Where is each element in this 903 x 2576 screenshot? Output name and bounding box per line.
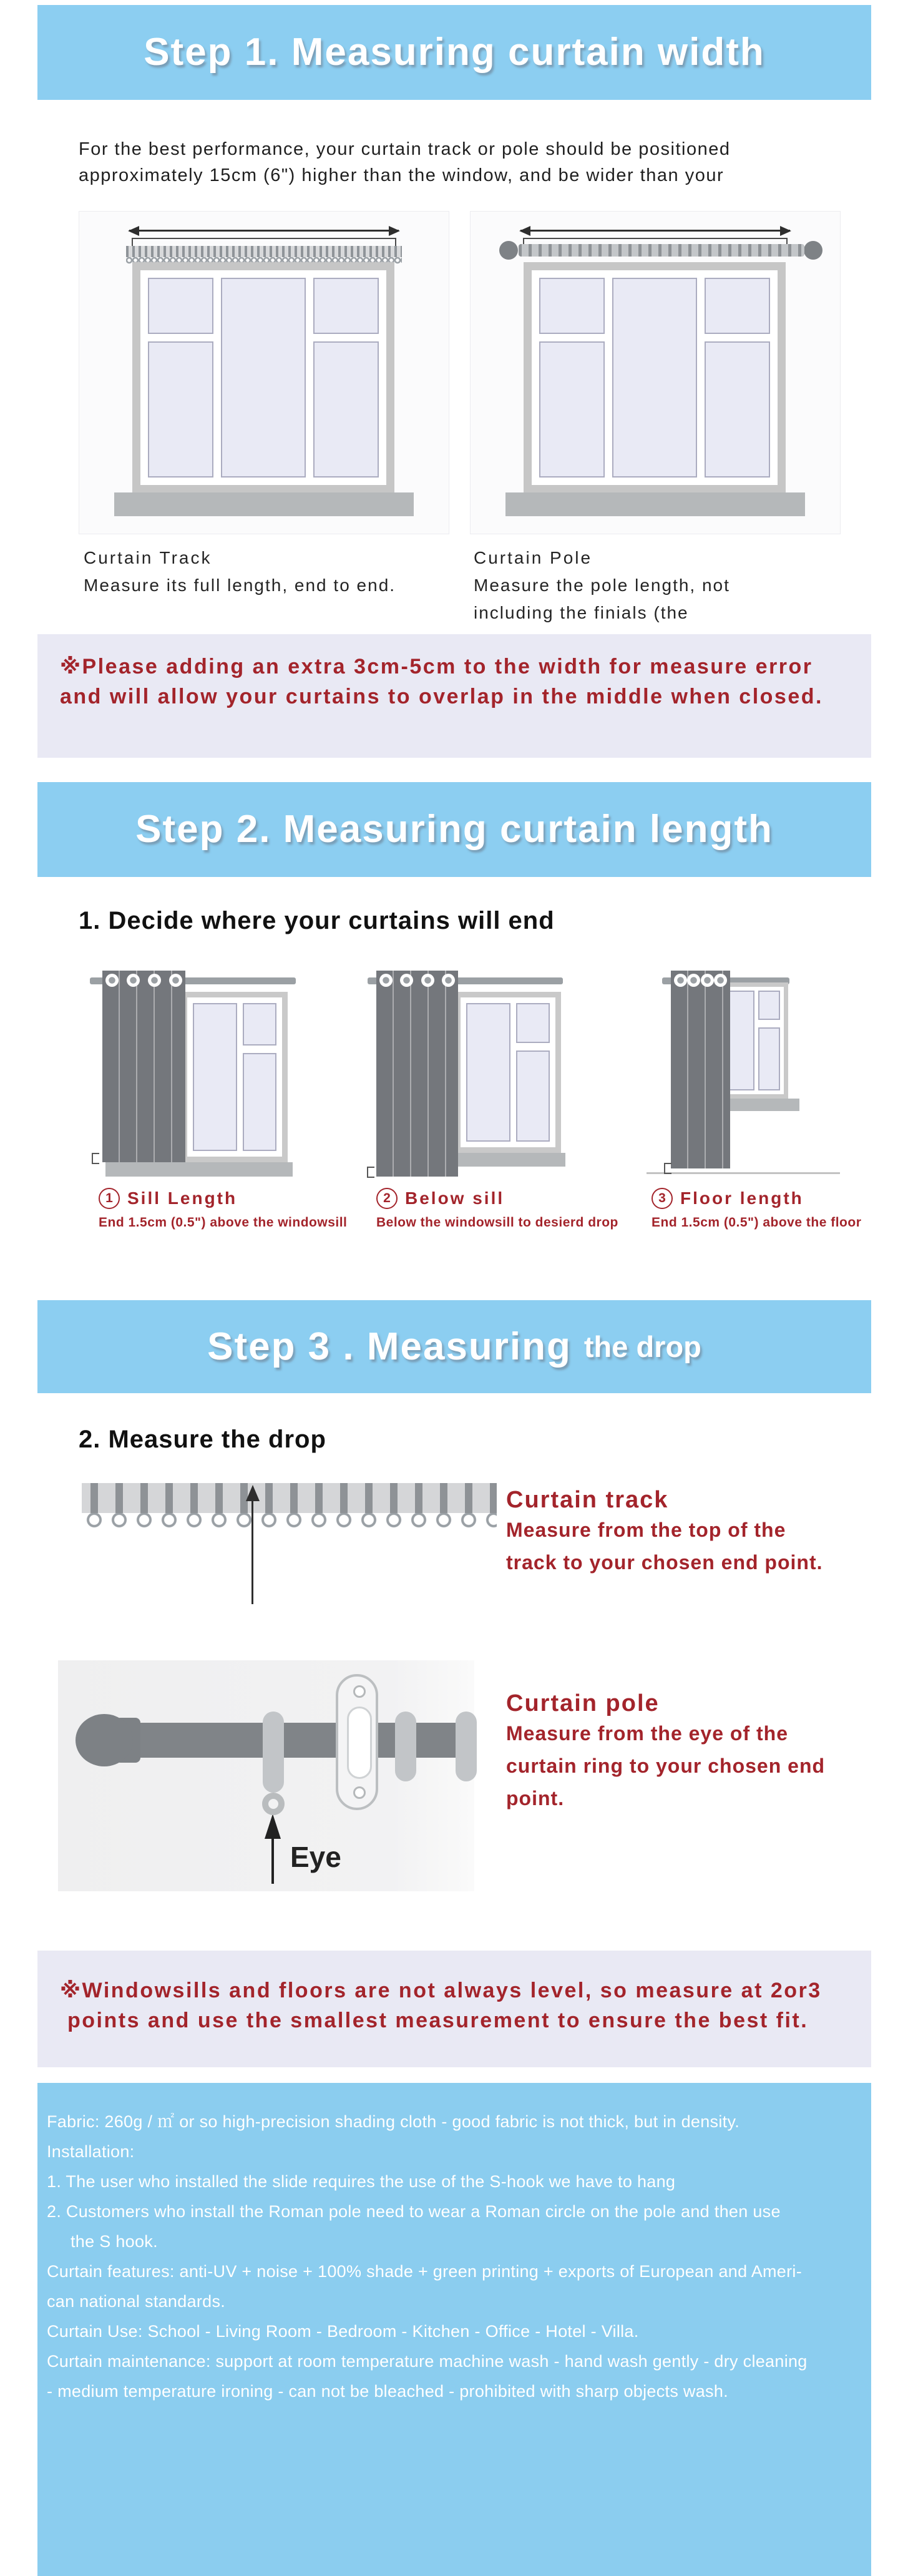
curtain-track-illustration <box>126 246 402 257</box>
bracket-slot <box>347 1707 372 1779</box>
pole-drop-text <box>506 1690 825 1814</box>
track-drop-section <box>37 1482 871 1607</box>
windowsill <box>505 492 805 516</box>
pole-finial-left <box>499 241 518 260</box>
caption-title: Floor length <box>680 1188 804 1208</box>
sill-length-caption <box>99 1188 237 1209</box>
window-pane <box>539 278 605 334</box>
pole-photo <box>58 1660 474 1891</box>
curtain-track-illustration <box>82 1483 497 1513</box>
track-drop-desc-1: Measure from the top of the <box>506 1519 786 1541</box>
grommet-icon <box>687 974 700 987</box>
window-pane <box>466 1003 510 1142</box>
curtain-track-caption <box>79 544 448 627</box>
pole-drop-desc-3: point. <box>506 1787 565 1810</box>
window-pane <box>313 278 379 334</box>
grommet-icon <box>400 974 413 987</box>
floor-line <box>647 1172 840 1174</box>
curtain-panel <box>376 971 458 1177</box>
window-column <box>539 278 605 477</box>
width-arrow-icon <box>520 230 790 232</box>
caption-subtitle: End 1.5cm (0.5") above the floor <box>652 1215 862 1230</box>
measure-tick <box>664 1163 671 1174</box>
info-line: 1. The user who installed the slide requires the use of the S-hook we have to hang <box>47 2172 676 2191</box>
curtain-pole-caption <box>469 544 838 627</box>
window-column <box>758 991 780 1090</box>
caption-title: Sill Length <box>127 1188 238 1208</box>
curtain-panel <box>102 971 185 1162</box>
product-info-block <box>37 2083 871 2576</box>
window-pane <box>516 1003 550 1043</box>
width-arrow-icon <box>129 230 399 232</box>
curtain-measuring-guide <box>37 5 871 2576</box>
window-pane <box>612 278 697 477</box>
eye-label: Eye <box>290 1841 341 1873</box>
step2-banner <box>37 782 871 877</box>
floor-length-caption <box>652 1188 804 1209</box>
intro-paragraph <box>79 136 871 189</box>
caption-title: Below sill <box>405 1188 505 1208</box>
window-column <box>148 278 213 477</box>
window-illustration <box>132 262 394 493</box>
pole-finial-ball <box>76 1714 133 1766</box>
curtain-pole-diagram <box>470 211 841 534</box>
track-drop-desc-2: track to your chosen end point. <box>506 1551 823 1574</box>
step3-banner-title: Step 3 . Measuring <box>207 1325 572 1368</box>
pole-drop-section <box>37 1660 871 1891</box>
window-column <box>193 1003 237 1151</box>
grommet-icon <box>674 974 687 987</box>
info-line: Installation: <box>47 2142 135 2161</box>
window-column <box>726 991 754 1090</box>
window-pane <box>243 1053 276 1151</box>
screw-icon <box>353 1685 366 1698</box>
level-note-box <box>37 1951 871 2067</box>
window-pane <box>758 1027 780 1090</box>
window-pane <box>758 991 780 1020</box>
floor-length-diagram <box>647 966 862 1240</box>
info-line: can national standards. <box>47 2292 226 2311</box>
grommets <box>379 974 455 987</box>
track-caption-desc: Measure its full length, end to end. <box>84 575 396 595</box>
below-sill-diagram <box>366 966 618 1240</box>
info-line: Curtain maintenance: support at room temperature machine wash - hand wash gently - dry cleaning <box>47 2352 808 2371</box>
step1-diagrams <box>79 211 871 534</box>
pole-caption-title: Curtain Pole <box>474 548 593 567</box>
pole-caption-desc-2: including the finials (the <box>474 603 689 622</box>
measure-tick <box>92 1153 99 1164</box>
info-line: Fabric: 260g / ㎡ or so high-precision shading cloth - good fabric is not thick, but in density. <box>47 2112 740 2131</box>
grommet-icon <box>105 974 119 987</box>
window-pane <box>705 278 770 334</box>
measure-bracket <box>132 238 396 246</box>
grommet-icon <box>379 974 393 987</box>
step3-banner <box>37 1300 871 1393</box>
curtain-pole-illustration <box>519 244 804 257</box>
window-pane <box>148 278 213 334</box>
pole-caption-desc-1: Measure the pole length, not <box>474 575 730 595</box>
arrow-shaft <box>251 1499 253 1604</box>
grommets <box>674 974 727 987</box>
measure-drop-heading: 2. Measure the drop <box>79 1426 326 1453</box>
grommet-icon <box>421 974 434 987</box>
window-illustration <box>182 992 288 1162</box>
arrow-shaft <box>271 1836 274 1884</box>
windowsill <box>105 1162 293 1177</box>
step2-banner-title: Step 2. Measuring curtain length <box>135 808 773 851</box>
intro-line-2: approximately 15cm (6") higher than the window, and be wider than your <box>79 165 725 185</box>
pole-bar <box>132 1723 474 1758</box>
pole-drop-title: Curtain pole <box>506 1690 660 1717</box>
windowsill <box>450 1153 565 1167</box>
circled-number-icon: 3 <box>652 1188 673 1209</box>
window-column <box>705 278 770 477</box>
window-pane <box>243 1003 276 1046</box>
window-pane <box>726 991 754 1090</box>
caption-subtitle: Below the windowsill to desierd drop <box>376 1215 618 1230</box>
window-pane <box>221 278 306 477</box>
track-caption-title: Curtain Track <box>84 548 212 567</box>
pole-drop-desc-1: Measure from the eye of the <box>506 1722 788 1745</box>
grommet-icon <box>442 974 455 987</box>
pole-ring <box>395 1712 416 1781</box>
window-pane <box>539 341 605 477</box>
curtain-track-diagram <box>79 211 449 534</box>
step1-banner-title: Step 1. Measuring curtain width <box>144 31 765 74</box>
step1-banner <box>37 5 871 100</box>
below-sill-caption <box>376 1188 504 1209</box>
grommet-icon <box>148 974 161 987</box>
curtain-panel <box>671 971 730 1168</box>
info-line: 2. Customers who install the Roman pole need to wear a Roman circle on the pole and then use <box>47 2202 781 2221</box>
info-line: the S hook. <box>71 2232 158 2251</box>
screw-icon <box>353 1786 366 1799</box>
info-line: Curtain Use: School - Living Room - Bedroom - Kitchen - Office - Hotel - Villa. <box>47 2322 639 2341</box>
intro-line-1: For the best performance, your curtain track or pole should be positioned <box>79 139 731 159</box>
window-column <box>313 278 379 477</box>
decide-heading: 1. Decide where your curtains will end <box>79 907 555 934</box>
window-pane <box>705 341 770 477</box>
windowsill <box>114 492 414 516</box>
circled-number-icon: 1 <box>99 1188 120 1209</box>
pole-bracket <box>336 1674 378 1810</box>
track-rings <box>82 1513 497 1529</box>
width-note-line-2: and will allow your curtains to overlap in the middle when closed. <box>60 685 823 708</box>
window-pane <box>516 1050 550 1142</box>
grommet-icon <box>127 974 140 987</box>
info-line: - medium temperature ironing - can not be bleached - prohibited with sharp objects wash. <box>47 2382 728 2401</box>
window-pane <box>193 1003 237 1151</box>
up-arrow-icon <box>265 1814 281 1839</box>
pole-drop-desc-2: curtain ring to your chosen end <box>506 1755 826 1777</box>
window-illustration <box>524 262 786 493</box>
info-line: Curtain features: anti-UV + noise + 100% shade + green printing + exports of European and Ameri- <box>47 2262 803 2281</box>
track-drop-text <box>506 1487 823 1579</box>
grommet-icon <box>701 974 714 987</box>
step3-banner-subtitle: the drop <box>583 1330 701 1363</box>
width-note-box <box>37 634 871 758</box>
circled-number-icon: 2 <box>376 1188 398 1209</box>
track-drop-title: Curtain track <box>506 1487 669 1513</box>
caption-subtitle: End 1.5cm (0.5") above the windowsill <box>99 1215 348 1230</box>
width-note-line-1: ※Please adding an extra 3cm-5cm to the width for measure error <box>60 655 813 678</box>
grommet-icon <box>714 974 727 987</box>
window-column <box>516 1003 550 1142</box>
level-note-line-1: ※Windowsills and floors are not always level, so measure at 2or3 <box>60 1979 822 2002</box>
level-note-line-2: points and use the smallest measurement to ensure the best fit. <box>67 2009 809 2032</box>
grommet-icon <box>169 974 182 987</box>
pole-finial-right <box>804 241 822 260</box>
window-column <box>221 278 306 477</box>
step1-captions <box>79 544 871 627</box>
window-column <box>466 1003 510 1142</box>
curtain-length-diagrams <box>37 966 871 1240</box>
window-column <box>243 1003 276 1151</box>
ring-eye-icon <box>262 1793 285 1815</box>
pole-ring <box>456 1712 477 1781</box>
window-pane <box>148 341 213 477</box>
pole-ring <box>263 1712 284 1793</box>
grommets <box>105 974 182 987</box>
window-illustration <box>455 992 561 1153</box>
window-pane <box>313 341 379 477</box>
sill-length-diagram <box>88 966 348 1240</box>
measure-tick <box>367 1167 374 1178</box>
window-column <box>612 278 697 477</box>
